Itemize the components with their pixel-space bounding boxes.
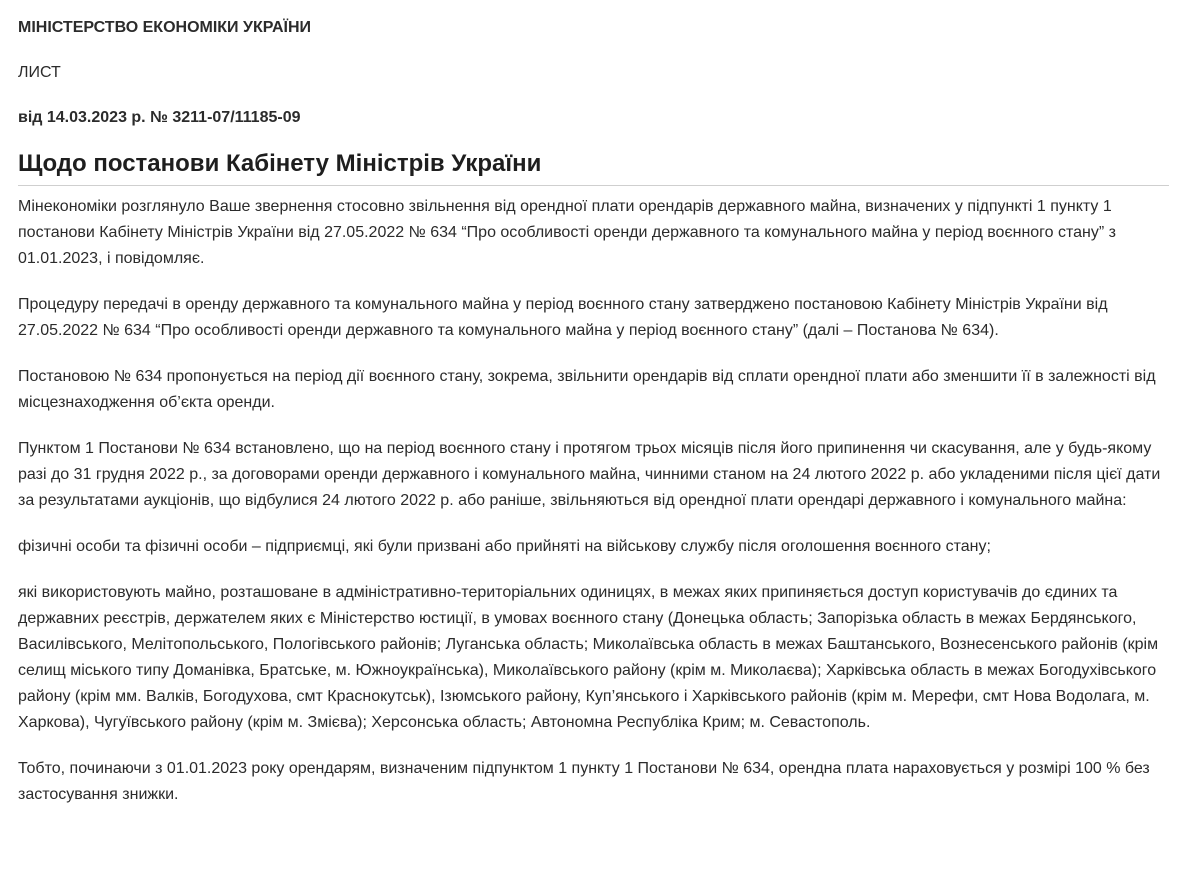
paragraph: Процедуру передачі в оренду державного та комунального майна у період воєнного стану затверджено постановою Кабінету Міністрів України від 27.05.2022 № 634 “Про особливості оренди державного та комунального майна у період воєнного стану” (далі – Постанова № 634). bbox=[18, 296, 1108, 339]
paragraph: Пунктом 1 Постанови № 634 встановлено, що на період воєнного стану і протягом трьох місяців після його припинення чи скасування, але у будь-якому разі до 31 грудня 2022 р., за договорами оренди державного і комунального майна, чинними станом на 24 лютого 2022 р. або укладеними після цієї дати за результатами аукціонів, що відбулися 24 лютого 2022 р. або раніше, звільняються від орендної плати орендарі державного і комунального майна: bbox=[18, 440, 1161, 509]
paragraph: Тобто, починаючи з 01.01.2023 року орендарям, визначеним підпунктом 1 пункту 1 Постанови № 634, орендна плата нараховується у розмірі 100 % без застосування знижки. bbox=[18, 760, 1150, 803]
paragraph: Мінекономіки розглянуло Ваше звернення стосовно звільнення від орендної плати орендарів державного майна, визначених у підпункті 1 пункту 1 постанови Кабінету Міністрів України від 27.05.2022 № 634 “Про особливості оренди державного та комунального майна у період воєнного стану” з 01.01.2023, і повідомляє. bbox=[18, 198, 1116, 267]
paragraph: Постановою № 634 пропонується на період дії воєнного стану, зокрема, звільнити орендарів від сплати орендної плати або зменшити її в залежності від місцезнаходження об’єкта оренди. bbox=[18, 368, 1156, 411]
document-type: ЛИСТ bbox=[18, 64, 61, 81]
paragraph: які використовують майно, розташоване в адміністративно-територіальних одиницях, в межах яких припиняється доступ користувачів до єдиних та державних реєстрів, держателем яких є Міністерство юстиції, в умовах воєнного стану (Донецька область; Запорізька область в межах Бердянського, Василівського, Мелітопольського, Пологівського районів; Луганська область; Миколаївська область в межах Баштанського, Вознесенського районів (крім селищ міського типу Доманівка, Братське, м. Южноукраїнська), Миколаївського району (крім м. Миколаєва); Харківська область в межах Богодухівського району (крім мм. Валків, Богодухова, смт Краснокутськ), Ізюмського району, Куп’янського і Харківського районів (крім м. Мерефи, смт Нова Водолага, м. Харкова), Чугуївського району (крім м. Змієва); Херсонська область; Автономна Республіка Крим; м. Севастополь. bbox=[18, 584, 1159, 731]
organization-name: МІНІСТЕРСТВО ЕКОНОМІКИ УКРАЇНИ bbox=[18, 19, 311, 36]
document-title: Щодо постанови Кабінету Міністрів України bbox=[18, 127, 1169, 186]
document-body bbox=[18, 194, 1163, 808]
document-number: від 14.03.2023 р. № 3211-07/11185-09 bbox=[18, 109, 301, 126]
paragraph: фізичні особи та фізичні особи – підприємці, які були призвані або прийняті на військову службу після оголошення воєнного стану; bbox=[18, 538, 991, 555]
